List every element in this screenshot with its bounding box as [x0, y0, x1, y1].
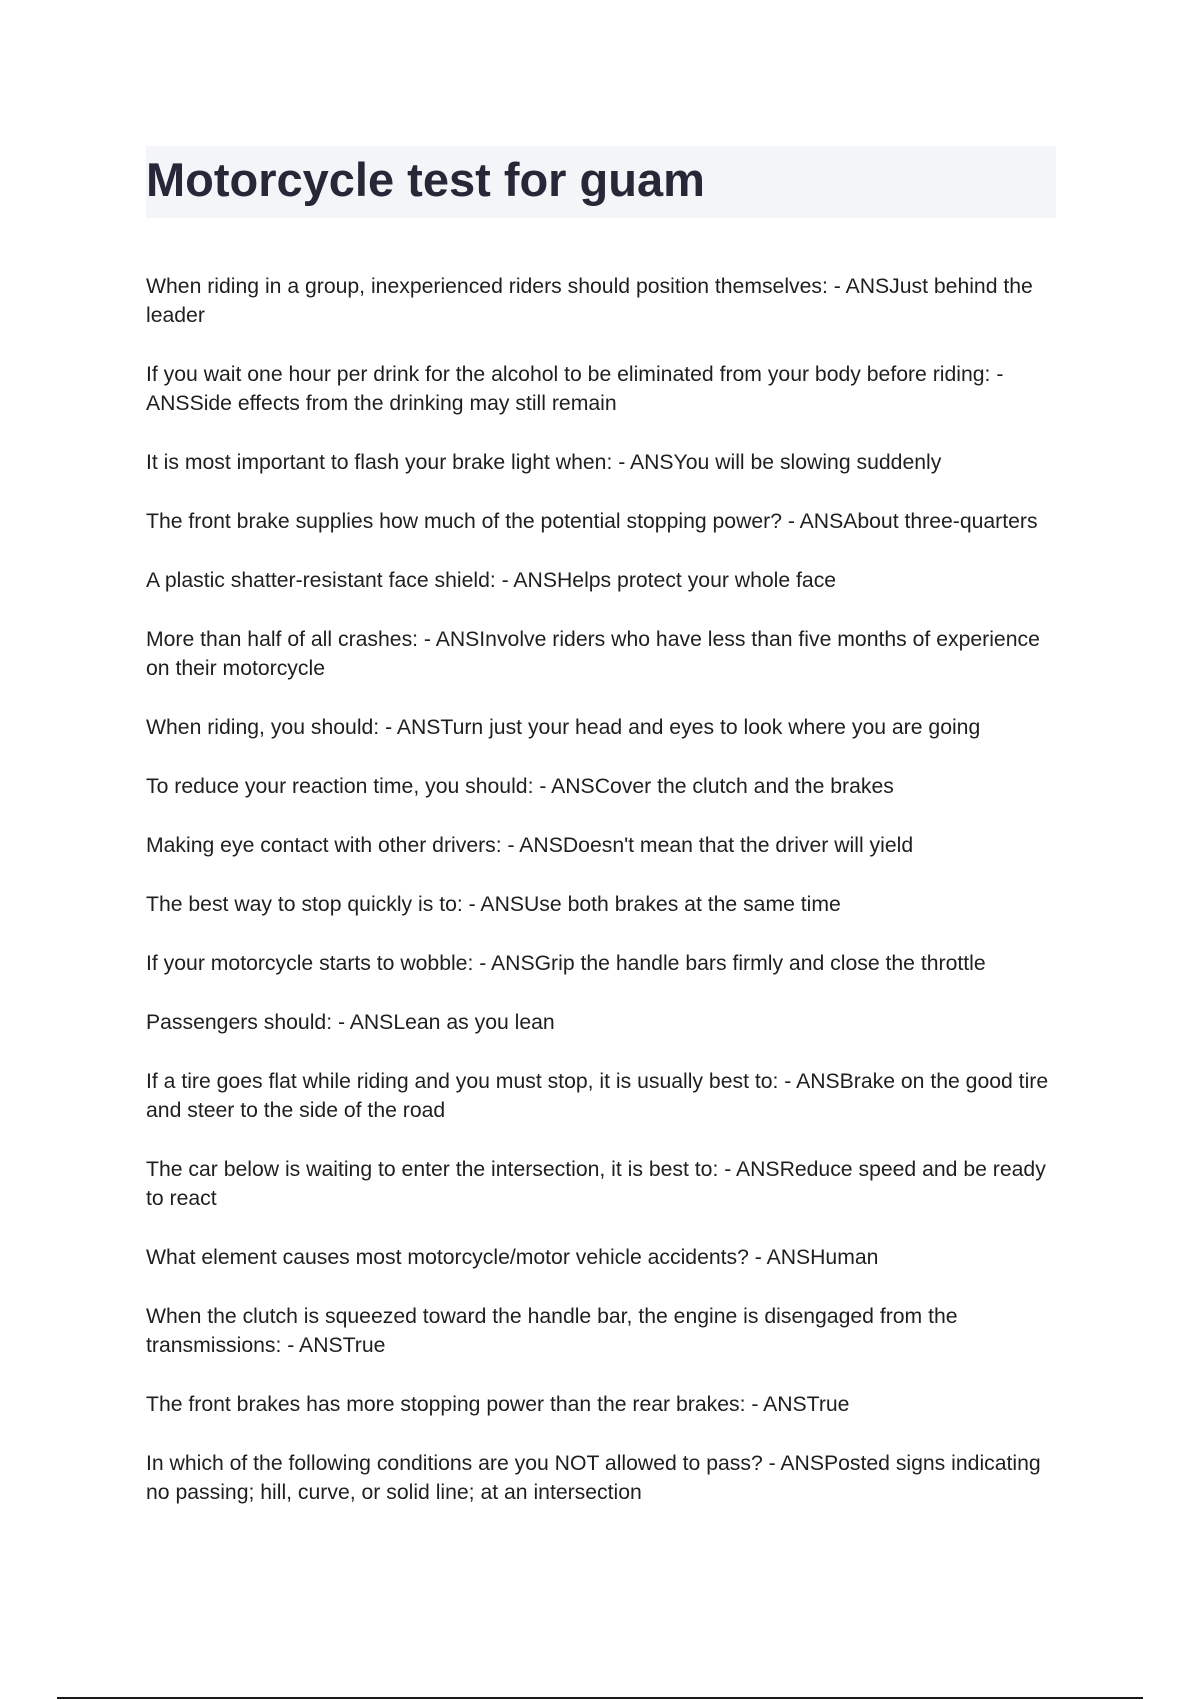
- qa-item: A plastic shatter-resistant face shield: - ANSHelps protect your whole face: [146, 569, 837, 592]
- qa-item: When riding in a group, inexperienced riders should position themselves: - ANSJust behind the leader: [146, 275, 1033, 327]
- qa-item: The front brake supplies how much of the potential stopping power? - ANSAbout three-quarters: [146, 510, 1038, 533]
- qa-item: If your motorcycle starts to wobble: - ANSGrip the handle bars firmly and close the throttle: [146, 952, 986, 975]
- qa-item: If a tire goes flat while riding and you must stop, it is usually best to: - ANSBrake on the good tire and steer to the side of the road: [146, 1070, 1049, 1122]
- qa-item: To reduce your reaction time, you should: - ANSCover the clutch and the brakes: [146, 775, 894, 798]
- qa-item: What element causes most motorcycle/motor vehicle accidents? - ANSHuman: [146, 1246, 879, 1269]
- qa-item: Passengers should: - ANSLean as you lean: [146, 1011, 555, 1034]
- qa-item: When riding, you should: - ANSTurn just your head and eyes to look where you are going: [146, 716, 981, 739]
- qa-item: In which of the following conditions are you NOT allowed to pass? - ANSPosted signs indicating no passing; hill, curve, or solid line; at an intersection: [146, 1452, 1041, 1504]
- qa-item: Making eye contact with other drivers: - ANSDoesn't mean that the driver will yield: [146, 834, 914, 857]
- qa-item: The front brakes has more stopping power than the rear brakes: - ANSTrue: [146, 1393, 850, 1416]
- title-block: [146, 146, 1056, 218]
- qa-item: If you wait one hour per drink for the alcohol to be eliminated from your body before riding: - ANSSide effects from the drinking may still remain: [146, 363, 1004, 415]
- qa-list: [146, 272, 1062, 1537]
- qa-item: It is most important to flash your brake light when: - ANSYou will be slowing suddenly: [146, 451, 942, 474]
- qa-item: More than half of all crashes: - ANSInvolve riders who have less than five months of experience on their motorcycle: [146, 628, 1040, 680]
- page-title: Motorcycle test for guam: [146, 153, 705, 206]
- qa-item: The car below is waiting to enter the intersection, it is best to: - ANSReduce speed and be ready to react: [146, 1158, 1046, 1210]
- qa-item: The best way to stop quickly is to: - ANSUse both brakes at the same time: [146, 893, 841, 916]
- qa-item: When the clutch is squeezed toward the handle bar, the engine is disengaged from the transmissions: - ANSTrue: [146, 1305, 958, 1357]
- bottom-divider: [57, 1697, 1143, 1699]
